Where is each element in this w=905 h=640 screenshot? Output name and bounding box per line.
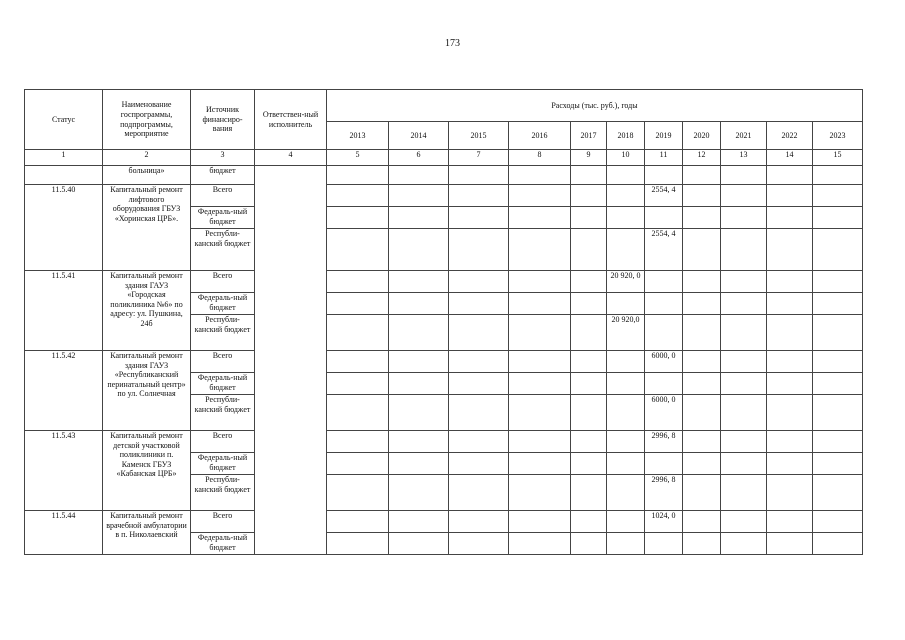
value-cell-2016: [509, 395, 571, 431]
value-cell-2020: [683, 351, 721, 373]
value-cell-2016: [509, 453, 571, 475]
value-cell-2018: [607, 229, 645, 271]
header-year-2020: 2020: [683, 122, 721, 150]
value-cell-2022: [767, 475, 813, 511]
value-cell-2023: [813, 453, 863, 475]
value-cell-2017: [571, 293, 607, 315]
name-cell: больница»: [103, 166, 191, 185]
value-cell-2015: [449, 431, 509, 453]
value-cell-2019: 6000, 0: [645, 395, 683, 431]
value-cell-2019: 2996, 8: [645, 431, 683, 453]
value-cell-2013: [327, 475, 389, 511]
source-cell: Федераль-ный бюджет: [191, 293, 255, 315]
value-cell-2016: [509, 373, 571, 395]
value-cell-2014: [389, 229, 449, 271]
header-year-2021: 2021: [721, 122, 767, 150]
value-cell-2017: [571, 511, 607, 533]
value-cell-2016: [509, 293, 571, 315]
source-cell: Республи-канский бюджет: [191, 475, 255, 511]
value-cell-2020: [683, 395, 721, 431]
value-cell-2023: [813, 351, 863, 373]
value-cell-2013: [327, 351, 389, 373]
value-cell-2014: [389, 431, 449, 453]
value-cell-2023: [813, 373, 863, 395]
page-number: 173: [445, 38, 460, 49]
value-cell-2015: [449, 511, 509, 533]
value-cell-2018: 20 920,0: [607, 315, 645, 351]
value-cell: [389, 166, 449, 185]
value-cell-2015: [449, 533, 509, 555]
value-cell-2014: [389, 207, 449, 229]
value-cell-2019: [645, 293, 683, 315]
header-source: Источник финансиро-вания: [191, 90, 255, 150]
value-cell: [509, 166, 571, 185]
source-cell: Федераль-ный бюджет: [191, 373, 255, 395]
header-year-2022: 2022: [767, 122, 813, 150]
value-cell-2019: [645, 373, 683, 395]
value-cell-2016: [509, 511, 571, 533]
value-cell-2023: [813, 395, 863, 431]
value-cell-2015: [449, 185, 509, 207]
table-row: [25, 351, 863, 373]
value-cell-2022: [767, 431, 813, 453]
value-cell-2016: [509, 229, 571, 271]
value-cell-2015: [449, 395, 509, 431]
value-cell-2017: [571, 475, 607, 511]
column-number: 15: [813, 150, 863, 166]
value-cell-2021: [721, 315, 767, 351]
value-cell-2018: [607, 351, 645, 373]
name-cell: Капитальный ремонт врачебной амбулатории в п. Николаевский: [103, 511, 191, 555]
table-row: [25, 185, 863, 207]
value-cell-2020: [683, 229, 721, 271]
header-year-2013: 2013: [327, 122, 389, 150]
value-cell-2018: [607, 373, 645, 395]
value-cell-2015: [449, 373, 509, 395]
status-cell: 11.5.44: [25, 511, 103, 555]
header-executor: Ответствен-ный исполнитель: [255, 90, 327, 150]
value-cell-2020: [683, 373, 721, 395]
source-cell: бюджет: [191, 166, 255, 185]
value-cell-2020: [683, 533, 721, 555]
value-cell: [327, 166, 389, 185]
value-cell-2017: [571, 373, 607, 395]
value-cell: [571, 166, 607, 185]
source-cell: Всего: [191, 271, 255, 293]
value-cell-2021: [721, 207, 767, 229]
value-cell-2022: [767, 395, 813, 431]
value-cell-2016: [509, 185, 571, 207]
source-cell: Республи-канский бюджет: [191, 229, 255, 271]
table-row: [25, 511, 863, 533]
value-cell-2014: [389, 373, 449, 395]
value-cell-2015: [449, 351, 509, 373]
source-cell: Республи-канский бюджет: [191, 395, 255, 431]
value-cell-2020: [683, 271, 721, 293]
value-cell-2013: [327, 431, 389, 453]
value-cell-2015: [449, 453, 509, 475]
header-year-2018: 2018: [607, 122, 645, 150]
value-cell-2018: 20 920, 0: [607, 271, 645, 293]
status-cell: 11.5.43: [25, 431, 103, 511]
column-number: 4: [255, 150, 327, 166]
value-cell: [645, 166, 683, 185]
value-cell-2023: [813, 511, 863, 533]
value-cell-2017: [571, 395, 607, 431]
value-cell-2019: 2554, 4: [645, 229, 683, 271]
value-cell-2023: [813, 185, 863, 207]
value-cell-2023: [813, 315, 863, 351]
column-number: 3: [191, 150, 255, 166]
value-cell-2018: [607, 207, 645, 229]
value-cell-2013: [327, 511, 389, 533]
value-cell-2023: [813, 293, 863, 315]
column-number: 7: [449, 150, 509, 166]
value-cell-2013: [327, 453, 389, 475]
value-cell-2018: [607, 185, 645, 207]
value-cell-2022: [767, 185, 813, 207]
value-cell-2022: [767, 351, 813, 373]
value-cell-2014: [389, 185, 449, 207]
status-cell: 11.5.40: [25, 185, 103, 271]
column-number: 2: [103, 150, 191, 166]
header-year-2023: 2023: [813, 122, 863, 150]
value-cell-2019: 1024, 0: [645, 511, 683, 533]
value-cell-2019: [645, 533, 683, 555]
column-number: 5: [327, 150, 389, 166]
value-cell-2018: [607, 511, 645, 533]
value-cell: [607, 166, 645, 185]
value-cell-2019: 2554, 4: [645, 185, 683, 207]
value-cell-2019: 6000, 0: [645, 351, 683, 373]
source-cell: Всего: [191, 431, 255, 453]
value-cell-2019: 2996, 8: [645, 475, 683, 511]
value-cell-2017: [571, 315, 607, 351]
status-cell: [25, 166, 103, 185]
value-cell-2020: [683, 207, 721, 229]
value-cell-2014: [389, 293, 449, 315]
value-cell-2013: [327, 533, 389, 555]
value-cell-2016: [509, 207, 571, 229]
value-cell-2014: [389, 351, 449, 373]
column-number: 10: [607, 150, 645, 166]
column-number: 9: [571, 150, 607, 166]
column-number: 6: [389, 150, 449, 166]
value-cell-2021: [721, 395, 767, 431]
header-year-2014: 2014: [389, 122, 449, 150]
value-cell-2020: [683, 475, 721, 511]
value-cell-2021: [721, 271, 767, 293]
value-cell-2018: [607, 453, 645, 475]
value-cell-2020: [683, 511, 721, 533]
column-numbers-row: [25, 150, 863, 166]
value-cell-2014: [389, 511, 449, 533]
value-cell: [449, 166, 509, 185]
value-cell-2014: [389, 315, 449, 351]
value-cell-2015: [449, 293, 509, 315]
value-cell-2014: [389, 395, 449, 431]
value-cell-2015: [449, 229, 509, 271]
header-expenses: Расходы (тыс. руб.), годы: [327, 90, 863, 122]
value-cell-2022: [767, 453, 813, 475]
table-row: [25, 431, 863, 453]
value-cell-2018: [607, 475, 645, 511]
value-cell: [683, 166, 721, 185]
value-cell-2021: [721, 453, 767, 475]
value-cell-2014: [389, 271, 449, 293]
value-cell-2022: [767, 315, 813, 351]
value-cell-2019: [645, 315, 683, 351]
source-cell: Федераль-ный бюджет: [191, 453, 255, 475]
value-cell-2018: [607, 533, 645, 555]
table-row: [25, 271, 863, 293]
table-row: [25, 166, 863, 185]
value-cell-2014: [389, 453, 449, 475]
name-cell: Капитальный ремонт детской участковой поликлиники п. Каменск ГБУЗ «Кабанская ЦРБ»: [103, 431, 191, 511]
value-cell: [767, 166, 813, 185]
header-year-2019: 2019: [645, 122, 683, 150]
table-body: [25, 150, 863, 555]
value-cell-2017: [571, 207, 607, 229]
column-number: 1: [25, 150, 103, 166]
value-cell-2017: [571, 271, 607, 293]
value-cell-2019: [645, 271, 683, 293]
name-cell: Капитальный ремонт здания ГАУЗ «Городская поликлиника №6» по адресу: ул. Пушкина, 24б: [103, 271, 191, 351]
value-cell-2022: [767, 293, 813, 315]
value-cell-2013: [327, 373, 389, 395]
value-cell-2017: [571, 431, 607, 453]
value-cell-2017: [571, 351, 607, 373]
value-cell-2016: [509, 533, 571, 555]
table-header: [25, 90, 863, 150]
value-cell-2022: [767, 229, 813, 271]
value-cell-2013: [327, 185, 389, 207]
value-cell-2021: [721, 475, 767, 511]
header-status: Статус: [25, 90, 103, 150]
value-cell-2014: [389, 475, 449, 511]
budget-table: [24, 89, 863, 555]
value-cell-2018: [607, 431, 645, 453]
header-year-2015: 2015: [449, 122, 509, 150]
status-cell: 11.5.41: [25, 271, 103, 351]
header-year-2016: 2016: [509, 122, 571, 150]
value-cell-2021: [721, 229, 767, 271]
value-cell-2020: [683, 453, 721, 475]
value-cell-2013: [327, 395, 389, 431]
name-cell: Капитальный ремонт здания ГАУЗ «Республиканский перинатальный центр» по ул. Солнечная: [103, 351, 191, 431]
value-cell-2016: [509, 431, 571, 453]
value-cell-2019: [645, 453, 683, 475]
value-cell-2020: [683, 293, 721, 315]
value-cell-2022: [767, 207, 813, 229]
value-cell-2018: [607, 395, 645, 431]
value-cell-2013: [327, 229, 389, 271]
value-cell-2021: [721, 293, 767, 315]
value-cell-2020: [683, 185, 721, 207]
value-cell-2021: [721, 511, 767, 533]
column-number: 14: [767, 150, 813, 166]
source-cell: Федераль-ный бюджет: [191, 207, 255, 229]
value-cell-2019: [645, 207, 683, 229]
header-name: Наименование госпрограммы, подпрограммы, мероприятие: [103, 90, 191, 150]
value-cell-2015: [449, 271, 509, 293]
value-cell-2022: [767, 511, 813, 533]
value-cell-2021: [721, 533, 767, 555]
value-cell: [813, 166, 863, 185]
value-cell-2018: [607, 293, 645, 315]
value-cell-2020: [683, 315, 721, 351]
value-cell-2016: [509, 475, 571, 511]
value-cell-2022: [767, 271, 813, 293]
value-cell-2021: [721, 351, 767, 373]
value-cell-2023: [813, 271, 863, 293]
value-cell-2017: [571, 533, 607, 555]
source-cell: Республи-канский бюджет: [191, 315, 255, 351]
status-cell: 11.5.42: [25, 351, 103, 431]
value-cell-2023: [813, 229, 863, 271]
executor-cell: [255, 166, 327, 555]
value-cell-2023: [813, 431, 863, 453]
header-year-2017: 2017: [571, 122, 607, 150]
value-cell-2015: [449, 475, 509, 511]
value-cell-2015: [449, 207, 509, 229]
value-cell-2020: [683, 431, 721, 453]
value-cell-2013: [327, 315, 389, 351]
value-cell-2014: [389, 533, 449, 555]
value-cell: [721, 166, 767, 185]
value-cell-2017: [571, 185, 607, 207]
value-cell-2017: [571, 453, 607, 475]
value-cell-2016: [509, 271, 571, 293]
value-cell-2023: [813, 533, 863, 555]
value-cell-2016: [509, 315, 571, 351]
source-cell: Всего: [191, 185, 255, 207]
value-cell-2017: [571, 229, 607, 271]
column-number: 11: [645, 150, 683, 166]
column-number: 13: [721, 150, 767, 166]
value-cell-2022: [767, 373, 813, 395]
value-cell-2016: [509, 351, 571, 373]
source-cell: Всего: [191, 511, 255, 533]
column-number: 8: [509, 150, 571, 166]
source-cell: Федераль-ный бюджет: [191, 533, 255, 555]
column-number: 12: [683, 150, 721, 166]
source-cell: Всего: [191, 351, 255, 373]
value-cell-2015: [449, 315, 509, 351]
value-cell-2013: [327, 271, 389, 293]
value-cell-2021: [721, 185, 767, 207]
value-cell-2021: [721, 431, 767, 453]
value-cell-2023: [813, 475, 863, 511]
value-cell-2022: [767, 533, 813, 555]
value-cell-2013: [327, 293, 389, 315]
value-cell-2021: [721, 373, 767, 395]
value-cell-2023: [813, 207, 863, 229]
name-cell: Капитальный ремонт лифтового оборудования ГБУЗ «Хоринская ЦРБ».: [103, 185, 191, 271]
value-cell-2013: [327, 207, 389, 229]
